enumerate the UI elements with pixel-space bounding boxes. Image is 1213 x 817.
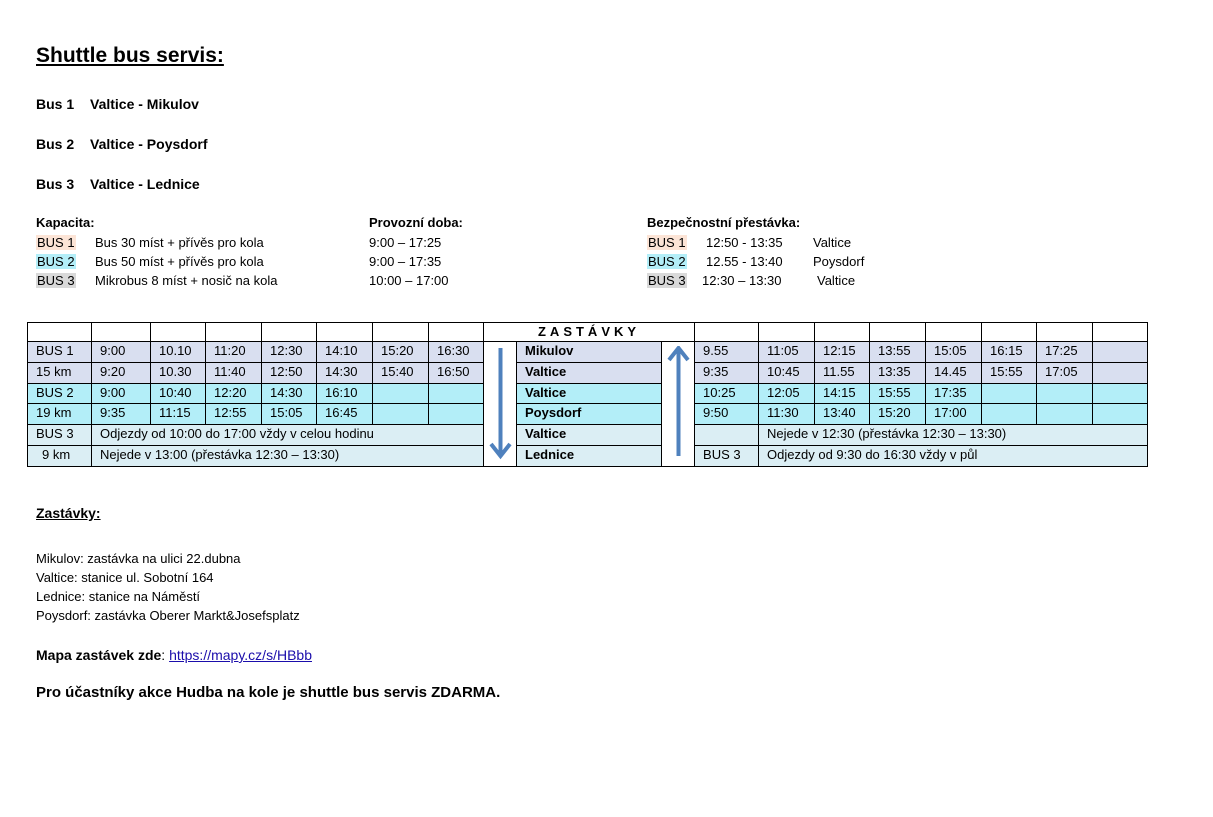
table-cell: [982, 383, 1037, 404]
stop-name: Valtice: [517, 383, 662, 404]
table-cell: 14:30: [317, 362, 373, 383]
map-line: [36, 647, 312, 663]
table-cell: 16:50: [429, 362, 484, 383]
break-place: Valtice: [813, 235, 852, 250]
table-cell: 14:10: [317, 342, 373, 363]
bus3-note: Nejede v 12:30 (přestávka 12:30 – 13:30): [759, 425, 1148, 446]
table-cell: [982, 404, 1037, 425]
break-row: [647, 254, 687, 269]
break-row: [647, 235, 687, 250]
table-cell: 12:05: [759, 383, 815, 404]
table-cell: [1037, 383, 1093, 404]
table-row: [28, 342, 1148, 363]
stop-description: Valtice: stanice ul. Sobotní 164: [36, 570, 214, 585]
table-cell: [1093, 404, 1148, 425]
table-row: [28, 446, 1148, 467]
table-cell: 16:10: [317, 383, 373, 404]
operating-heading: Provozní doba:: [369, 215, 463, 230]
table-cell: 13:55: [870, 342, 926, 363]
capacity-heading: Kapacita:: [36, 215, 95, 230]
table-cell: 17:35: [926, 383, 982, 404]
table-cell: [429, 383, 484, 404]
table-cell: BUS 2: [28, 383, 92, 404]
operating-time: 9:00 – 17:25: [369, 235, 442, 250]
bus-badge: BUS 1: [37, 235, 75, 250]
table-cell: 12:20: [206, 383, 262, 404]
bus3-note: Odjezdy od 9:30 do 16:30 vždy v půl: [759, 446, 1148, 467]
table-cell: 14:30: [262, 383, 317, 404]
table-cell: 9.55: [695, 342, 759, 363]
bus3-label: BUS 3: [28, 425, 92, 446]
map-link[interactable]: https://mapy.cz/s/HBbb: [169, 647, 312, 663]
stop-description: Poysdorf: zastávka Oberer Markt&Josefsplatz: [36, 608, 300, 623]
capacity-text: Mikrobus 8 míst + nosič na kola: [95, 273, 278, 288]
table-cell: [982, 323, 1037, 342]
operating-time: 9:00 – 17:35: [369, 254, 442, 269]
table-row: [28, 404, 1148, 425]
capacity-row: [36, 273, 76, 288]
route-code: Bus 3: [36, 176, 75, 192]
break-time: 12.55 - 13:40: [706, 254, 783, 269]
capacity-row: [36, 254, 76, 269]
table-cell: 9:00: [92, 342, 151, 363]
table-cell: [759, 323, 815, 342]
table-cell: [317, 323, 373, 342]
table-cell: [870, 323, 926, 342]
arrow-up-icon: [662, 346, 695, 464]
table-cell: 12:55: [206, 404, 262, 425]
table-cell: 11:20: [206, 342, 262, 363]
bus3-note: Nejede v 13:00 (přestávka 12:30 – 13:30): [92, 446, 484, 467]
table-cell: 15 km: [28, 362, 92, 383]
table-cell: 11:40: [206, 362, 262, 383]
table-cell: [1093, 383, 1148, 404]
table-cell: 9:50: [695, 404, 759, 425]
stop-name: Valtice: [517, 362, 662, 383]
stop-name: Poysdorf: [517, 404, 662, 425]
table-cell: 16:30: [429, 342, 484, 363]
table-cell: [926, 323, 982, 342]
table-cell: 9:20: [92, 362, 151, 383]
table-cell: 13:40: [815, 404, 870, 425]
table-cell: 10:25: [695, 383, 759, 404]
table-cell: 10.30: [151, 362, 206, 383]
break-heading: Bezpečnostní přestávka:: [647, 215, 801, 230]
capacity-text: Bus 30 míst + přívěs pro kola: [95, 235, 264, 250]
timetable-header-row: [28, 323, 1148, 342]
table-row: [28, 362, 1148, 383]
stop-description: Lednice: stanice na Náměstí: [36, 589, 201, 604]
capacity-row: [36, 235, 76, 250]
table-cell: [1093, 362, 1148, 383]
table-cell: [1093, 342, 1148, 363]
table-row: [28, 383, 1148, 404]
table-cell: [92, 323, 151, 342]
table-cell: 14:15: [815, 383, 870, 404]
table-cell: 15:55: [870, 383, 926, 404]
table-cell: [1037, 323, 1093, 342]
table-cell: [1037, 404, 1093, 425]
table-cell: [695, 323, 759, 342]
stops-heading: Zastávky:: [36, 505, 101, 521]
down-arrow-cell: [484, 342, 517, 467]
table-cell: 15:20: [870, 404, 926, 425]
table-cell: [373, 404, 429, 425]
table-cell: 12:50: [262, 362, 317, 383]
table-cell: [815, 323, 870, 342]
map-label: Mapa zastávek zde: [36, 647, 162, 663]
table-cell: 11:30: [759, 404, 815, 425]
route-name: Valtice - Mikulov: [90, 96, 199, 112]
table-cell: 15:40: [373, 362, 429, 383]
stops-header: ZASTÁVKY: [484, 323, 695, 342]
table-row: [28, 425, 1148, 446]
table-cell: 19 km: [28, 404, 92, 425]
table-cell: 12:15: [815, 342, 870, 363]
table-cell: 15:05: [926, 342, 982, 363]
table-cell: 17:25: [1037, 342, 1093, 363]
table-cell: [151, 323, 206, 342]
table-cell: 12:30: [262, 342, 317, 363]
route-bus-1: [36, 96, 199, 112]
break-place: Poysdorf: [813, 254, 865, 269]
table-cell: [28, 323, 92, 342]
stop-description: Mikulov: zastávka na ulici 22.dubna: [36, 551, 241, 566]
table-cell: 11:05: [759, 342, 815, 363]
map-separator: :: [161, 647, 170, 663]
route-code: Bus 2: [36, 136, 75, 152]
table-cell: 14.45: [926, 362, 982, 383]
table-cell: 15:20: [373, 342, 429, 363]
bus-badge: BUS 1: [648, 235, 686, 250]
arrow-down-icon: [484, 348, 517, 466]
table-cell: BUS 1: [28, 342, 92, 363]
table-cell: 9:35: [92, 404, 151, 425]
table-cell: 10:45: [759, 362, 815, 383]
table-cell: [429, 323, 484, 342]
table-cell: 9:35: [695, 362, 759, 383]
timetable: [27, 322, 1148, 467]
bus3-note: Odjezdy od 10:00 do 17:00 vždy v celou hodinu: [92, 425, 484, 446]
capacity-text: Bus 50 míst + přívěs pro kola: [95, 254, 264, 269]
table-cell: 10.10: [151, 342, 206, 363]
break-place: Valtice: [817, 273, 856, 288]
break-time: 12:30 – 13:30: [702, 273, 782, 288]
footer-note: Pro účastníky akce Hudba na kole je shuttle bus servis ZDARMA.: [36, 684, 501, 701]
table-cell: [373, 323, 429, 342]
up-arrow-cell: [662, 342, 695, 467]
route-bus-2: [36, 136, 207, 152]
bus-badge: BUS 3: [37, 273, 75, 288]
page-title: Shuttle bus servis:: [36, 44, 224, 67]
table-cell: 13:35: [870, 362, 926, 383]
bus3-label: BUS 3: [695, 446, 759, 467]
route-code: Bus 1: [36, 96, 75, 112]
table-cell: 17:00: [926, 404, 982, 425]
table-cell: [429, 404, 484, 425]
bus-badge: BUS 2: [648, 254, 686, 269]
stop-name: Valtice: [517, 425, 662, 446]
table-cell: 11:15: [151, 404, 206, 425]
break-row: [647, 273, 687, 288]
table-cell: 15:05: [262, 404, 317, 425]
stop-name: Mikulov: [517, 342, 662, 363]
route-bus-3: [36, 176, 200, 192]
table-cell: [262, 323, 317, 342]
table-cell: [206, 323, 262, 342]
table-cell: [373, 383, 429, 404]
stop-name: Lednice: [517, 446, 662, 467]
table-cell: 9:00: [92, 383, 151, 404]
bus3-label: [695, 425, 759, 446]
bus-badge: BUS 2: [37, 254, 75, 269]
table-cell: 15:55: [982, 362, 1037, 383]
table-cell: 10:40: [151, 383, 206, 404]
bus-badge: BUS 3: [648, 273, 686, 288]
route-name: Valtice - Lednice: [90, 176, 200, 192]
table-cell: 16:45: [317, 404, 373, 425]
table-cell: 16:15: [982, 342, 1037, 363]
table-cell: 17:05: [1037, 362, 1093, 383]
bus3-label: 9 km: [28, 446, 92, 467]
table-cell: [1093, 323, 1148, 342]
route-name: Valtice - Poysdorf: [90, 136, 208, 152]
table-cell: 11.55: [815, 362, 870, 383]
operating-time: 10:00 – 17:00: [369, 273, 449, 288]
break-time: 12:50 - 13:35: [706, 235, 783, 250]
